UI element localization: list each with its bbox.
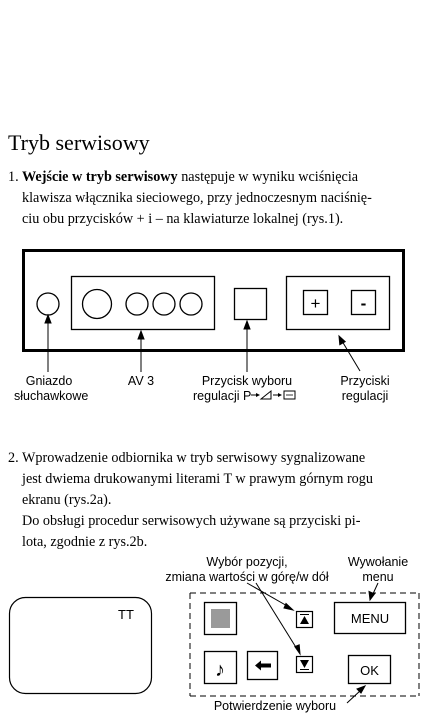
up-triangle-icon bbox=[300, 616, 309, 624]
label-headphone-line-2: słuchawkowe bbox=[14, 389, 89, 403]
label-selection-line-1: Przycisk wyboru bbox=[201, 374, 293, 388]
label-select-line-1: Wybór pozycji, bbox=[206, 555, 288, 569]
paragraph-2-line-5: lota, zgodnie z rys.2b. bbox=[22, 534, 148, 550]
screen-tt-indicator: TT bbox=[118, 607, 134, 622]
paragraph-1-number: 1. bbox=[8, 169, 19, 185]
paragraph-1-line-2: klawisza włącznika sieciowego, przy jednoczesnym naciśnię- bbox=[22, 190, 372, 206]
down-triangle-icon bbox=[300, 660, 309, 668]
selection-mode-symbols-icon bbox=[251, 389, 301, 401]
selection-button bbox=[235, 289, 267, 320]
label-selection-button bbox=[193, 374, 301, 404]
paragraph-2-line-2: jest dwiema drukowanymi literami T w prawym górnym rogu bbox=[22, 471, 373, 487]
figure-1-leader-arrows bbox=[45, 315, 360, 372]
section-title: Tryb serwisowy bbox=[8, 130, 150, 155]
av3-large-socket-icon bbox=[83, 290, 112, 319]
leader-line bbox=[247, 583, 289, 607]
paragraph-2 bbox=[8, 448, 413, 553]
minus-symbol: - bbox=[360, 294, 367, 313]
label-menu-line-2: menu bbox=[362, 570, 394, 584]
label-selection-line-2 bbox=[193, 389, 301, 404]
arrowhead-icon bbox=[244, 321, 250, 329]
av3-socket-icon bbox=[126, 293, 148, 315]
arrowhead-icon bbox=[295, 645, 300, 654]
paragraph-2-line-4: Do obsługi procedur serwisowych używane są przyciski pi- bbox=[22, 513, 361, 529]
left-arrow-icon bbox=[255, 661, 271, 671]
label-confirm-selection: Potwierdzenie wyboru bbox=[213, 699, 337, 713]
adjust-buttons-group bbox=[287, 277, 390, 330]
local-keyboard-panel bbox=[24, 251, 404, 351]
label-selection-line-2-text: regulacji P bbox=[193, 389, 252, 403]
grey-square-icon bbox=[211, 609, 230, 628]
menu-button-label: MENU bbox=[350, 611, 390, 626]
plus-symbol: + bbox=[310, 294, 321, 313]
av3-connector-group bbox=[72, 277, 215, 330]
label-headphone-jack bbox=[14, 374, 89, 404]
label-select-position bbox=[152, 555, 342, 585]
headphone-jack-icon bbox=[37, 293, 59, 315]
paragraph-1-line-1-rest: następuje w wyniku wciśnięcia bbox=[177, 169, 359, 185]
label-select-line-2: zmiana wartości w górę/w dół bbox=[165, 570, 329, 584]
ok-button-label: OK bbox=[360, 663, 379, 678]
paragraph-1-bold-lead: Wejście w tryb serwisowy bbox=[22, 169, 178, 185]
arrowhead-icon bbox=[284, 604, 293, 611]
music-note-icon: ♪ bbox=[215, 659, 225, 681]
figure-2-leader-arrows bbox=[247, 583, 378, 703]
arrowhead-icon bbox=[138, 331, 144, 339]
label-menu-call bbox=[340, 555, 416, 585]
paragraph-2-number: 2. bbox=[8, 450, 19, 466]
paragraph-1-line-3: ciu obu przycisków + i – na klawiaturze lokalnej (rys.1). bbox=[22, 211, 344, 227]
paragraph-2-line-1: Wprowadzenie odbiornika w tryb serwisowy sygnalizowane bbox=[22, 450, 366, 466]
label-adjust-line-2: regulacji bbox=[341, 389, 389, 403]
av3-socket-icon bbox=[180, 293, 202, 315]
arrowhead-icon bbox=[339, 336, 345, 345]
label-av3: AV 3 bbox=[127, 374, 155, 388]
label-menu-line-1: Wywołanie bbox=[347, 555, 409, 569]
label-headphone-line-1: Gniazdo bbox=[25, 374, 73, 388]
paragraph-2-line-3: ekranu (rys.2a). bbox=[22, 492, 112, 508]
leader-line bbox=[342, 341, 360, 371]
arrowhead-icon bbox=[45, 315, 51, 323]
label-adjust-buttons bbox=[330, 374, 400, 404]
label-adjust-line-1: Przyciski bbox=[340, 374, 390, 388]
av3-socket-icon bbox=[153, 293, 175, 315]
